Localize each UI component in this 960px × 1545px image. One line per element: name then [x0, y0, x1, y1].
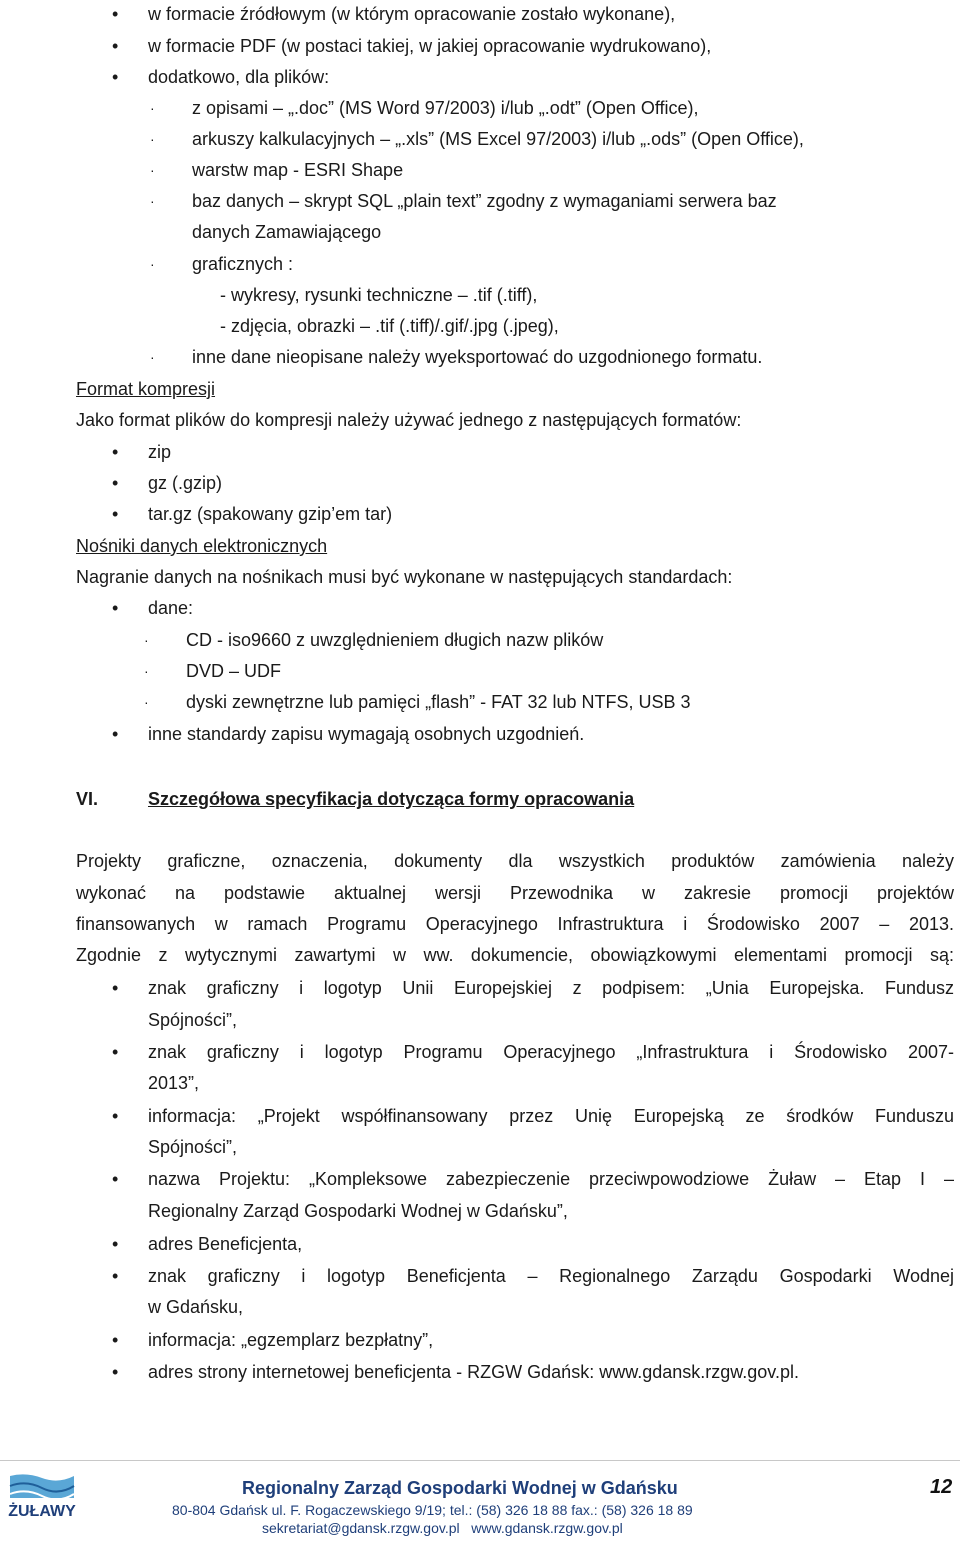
sub-list-item: CD - iso9660 z uwzględnieniem długich nazw plików — [186, 630, 604, 650]
bullet-icon: • — [112, 1234, 119, 1254]
sub-list-item: warstw map - ESRI Shape — [192, 160, 404, 180]
zulawy-logo-icon — [6, 1472, 78, 1520]
bullet-icon: • — [112, 473, 119, 493]
sub-list-item-cont: danych Zamawiającego — [192, 222, 382, 242]
format-heading: Format kompresji — [76, 379, 216, 399]
bullet-icon: • — [112, 504, 119, 524]
list-item: tar.gz (spakowany gzip’em tar) — [148, 504, 393, 524]
promo-item: znak graficzny i logotyp Unii Europejskiej z podpisem: „Unia Europejska. Fundusz — [148, 978, 954, 998]
sub-list-item: z opisami – „.doc” (MS Word 97/2003) i/lub „.odt” (Open Office), — [192, 98, 699, 118]
bullet-icon: • — [112, 1106, 119, 1126]
dot-bullet-icon: · — [144, 632, 149, 648]
bullet-icon: • — [112, 4, 119, 24]
bullet-icon: • — [112, 36, 119, 56]
dot-bullet-icon: · — [150, 100, 155, 116]
paragraph-line: wykonać na podstawie aktualnej wersji Przewodnika w zakresie promocji projektów — [76, 883, 954, 903]
bullet-icon: • — [112, 67, 119, 87]
footer-address: 80-804 Gdańsk ul. F. Rogaczewskiego 9/19; tel.: (58) 326 18 88 fax.: (58) 326 18 89 — [172, 1502, 693, 1518]
promo-item: informacja: „Projekt współfinansowany przez Unię Europejską ze środków Funduszu — [148, 1106, 954, 1126]
paragraph-line: Zgodnie z wytycznymi zawartymi w ww. dokumencie, obowiązkowymi elementami promocji są: — [76, 945, 954, 965]
sub-sub-item: - zdjęcia, obrazki – .tif (.tiff)/.gif/.jpg (.jpeg), — [220, 316, 559, 336]
promo-item-cont: Spójności”, — [148, 1137, 238, 1157]
footer-org: Regionalny Zarząd Gospodarki Wodnej w Gdańsku — [242, 1478, 678, 1498]
bullet-icon: • — [112, 1266, 119, 1286]
bullet-icon: • — [112, 1330, 119, 1350]
bullet-icon: • — [112, 724, 119, 744]
list-item: w formacie PDF (w postaci takiej, w jakiej opracowanie wydrukowano), — [148, 36, 712, 56]
bullet-icon: • — [112, 978, 119, 998]
sub-list-item: dyski zewnętrzne lub pamięci „flash” - FAT 32 lub NTFS, USB 3 — [186, 692, 691, 712]
dot-bullet-icon: · — [150, 162, 155, 178]
list-item: gz (.gzip) — [148, 473, 223, 493]
dot-bullet-icon: · — [144, 694, 149, 710]
sub-sub-item: - wykresy, rysunki techniczne – .tif (.tiff), — [220, 285, 538, 305]
format-intro: Jako format plików do kompresji należy używać jednego z następujących formatów: — [76, 410, 742, 430]
sub-list-item: inne dane nieopisane należy wyeksportować do uzgodnionego formatu. — [192, 347, 763, 367]
sub-list-item: arkuszy kalkulacyjnych – „.xls” (MS Excel 97/2003) i/lub „.ods” (Open Office), — [192, 129, 804, 149]
promo-item: znak graficzny i logotyp Beneficjenta – Regionalnego Zarządu Gospodarki Wodnej — [148, 1266, 954, 1286]
media-heading: Nośniki danych elektronicznych — [76, 536, 328, 556]
page-number: 12 — [930, 1476, 953, 1498]
promo-item: adres strony internetowej beneficjenta - RZGW Gdańsk: www.gdansk.rzgw.gov.pl. — [148, 1362, 799, 1382]
promo-item-cont: 2013”, — [148, 1073, 200, 1093]
dot-bullet-icon: · — [150, 131, 155, 147]
footer-contact: sekretariat@gdansk.rzgw.gov.pl www.gdansk.rzgw.gov.pl — [262, 1520, 623, 1536]
dot-bullet-icon: · — [150, 256, 155, 272]
bullet-icon: • — [112, 1042, 119, 1062]
bullet-icon: • — [112, 442, 119, 462]
dot-bullet-icon: · — [150, 193, 155, 209]
promo-item-cont: Regionalny Zarząd Gospodarki Wodnej w Gdańsku”, — [148, 1201, 568, 1221]
bullet-icon: • — [112, 1169, 119, 1189]
sub-list-item: graficznych : — [192, 254, 294, 274]
list-item: inne standardy zapisu wymagają osobnych uzgodnień. — [148, 724, 585, 744]
list-item: zip — [148, 442, 172, 462]
promo-item: znak graficzny i logotyp Programu Operacyjnego „Infrastruktura i Środowisko 2007- — [148, 1042, 954, 1062]
promo-item: adres Beneficjenta, — [148, 1234, 303, 1254]
list-item: w formacie źródłowym (w którym opracowanie zostało wykonane), — [148, 4, 676, 24]
dot-bullet-icon: · — [150, 349, 155, 365]
list-item: dodatkowo, dla plików: — [148, 67, 330, 87]
section-number: VI. — [76, 789, 99, 809]
media-intro: Nagranie danych na nośnikach musi być wykonane w następujących standardach: — [76, 567, 733, 587]
paragraph-line: finansowanych w ramach Programu Operacyjnego Infrastruktura i Środowisko 2007 – 2013. — [76, 914, 954, 934]
footer-divider — [0, 1460, 960, 1461]
sub-list-item: baz danych – skrypt SQL „plain text” zgodny z wymaganiami serwera baz — [192, 191, 777, 211]
logo-text: ŻUŁAWY — [8, 1503, 76, 1520]
promo-item-cont: Spójności”, — [148, 1010, 238, 1030]
sub-list-item: DVD – UDF — [186, 661, 282, 681]
promo-item: nazwa Projektu: „Kompleksowe zabezpieczenie przeciwpowodziowe Żuław – Etap I – — [148, 1169, 954, 1189]
paragraph-line: Projekty graficzne, oznaczenia, dokumenty dla wszystkich produktów zamówienia należy — [76, 851, 954, 871]
list-item: dane: — [148, 598, 194, 618]
bullet-icon: • — [112, 1362, 119, 1382]
bullet-icon: • — [112, 598, 119, 618]
promo-item: informacja: „egzemplarz bezpłatny”, — [148, 1330, 434, 1350]
promo-item-cont: w Gdańsku, — [148, 1297, 244, 1317]
dot-bullet-icon: · — [144, 663, 149, 679]
section-title: Szczegółowa specyfikacja dotycząca formy opracowania — [148, 789, 635, 809]
